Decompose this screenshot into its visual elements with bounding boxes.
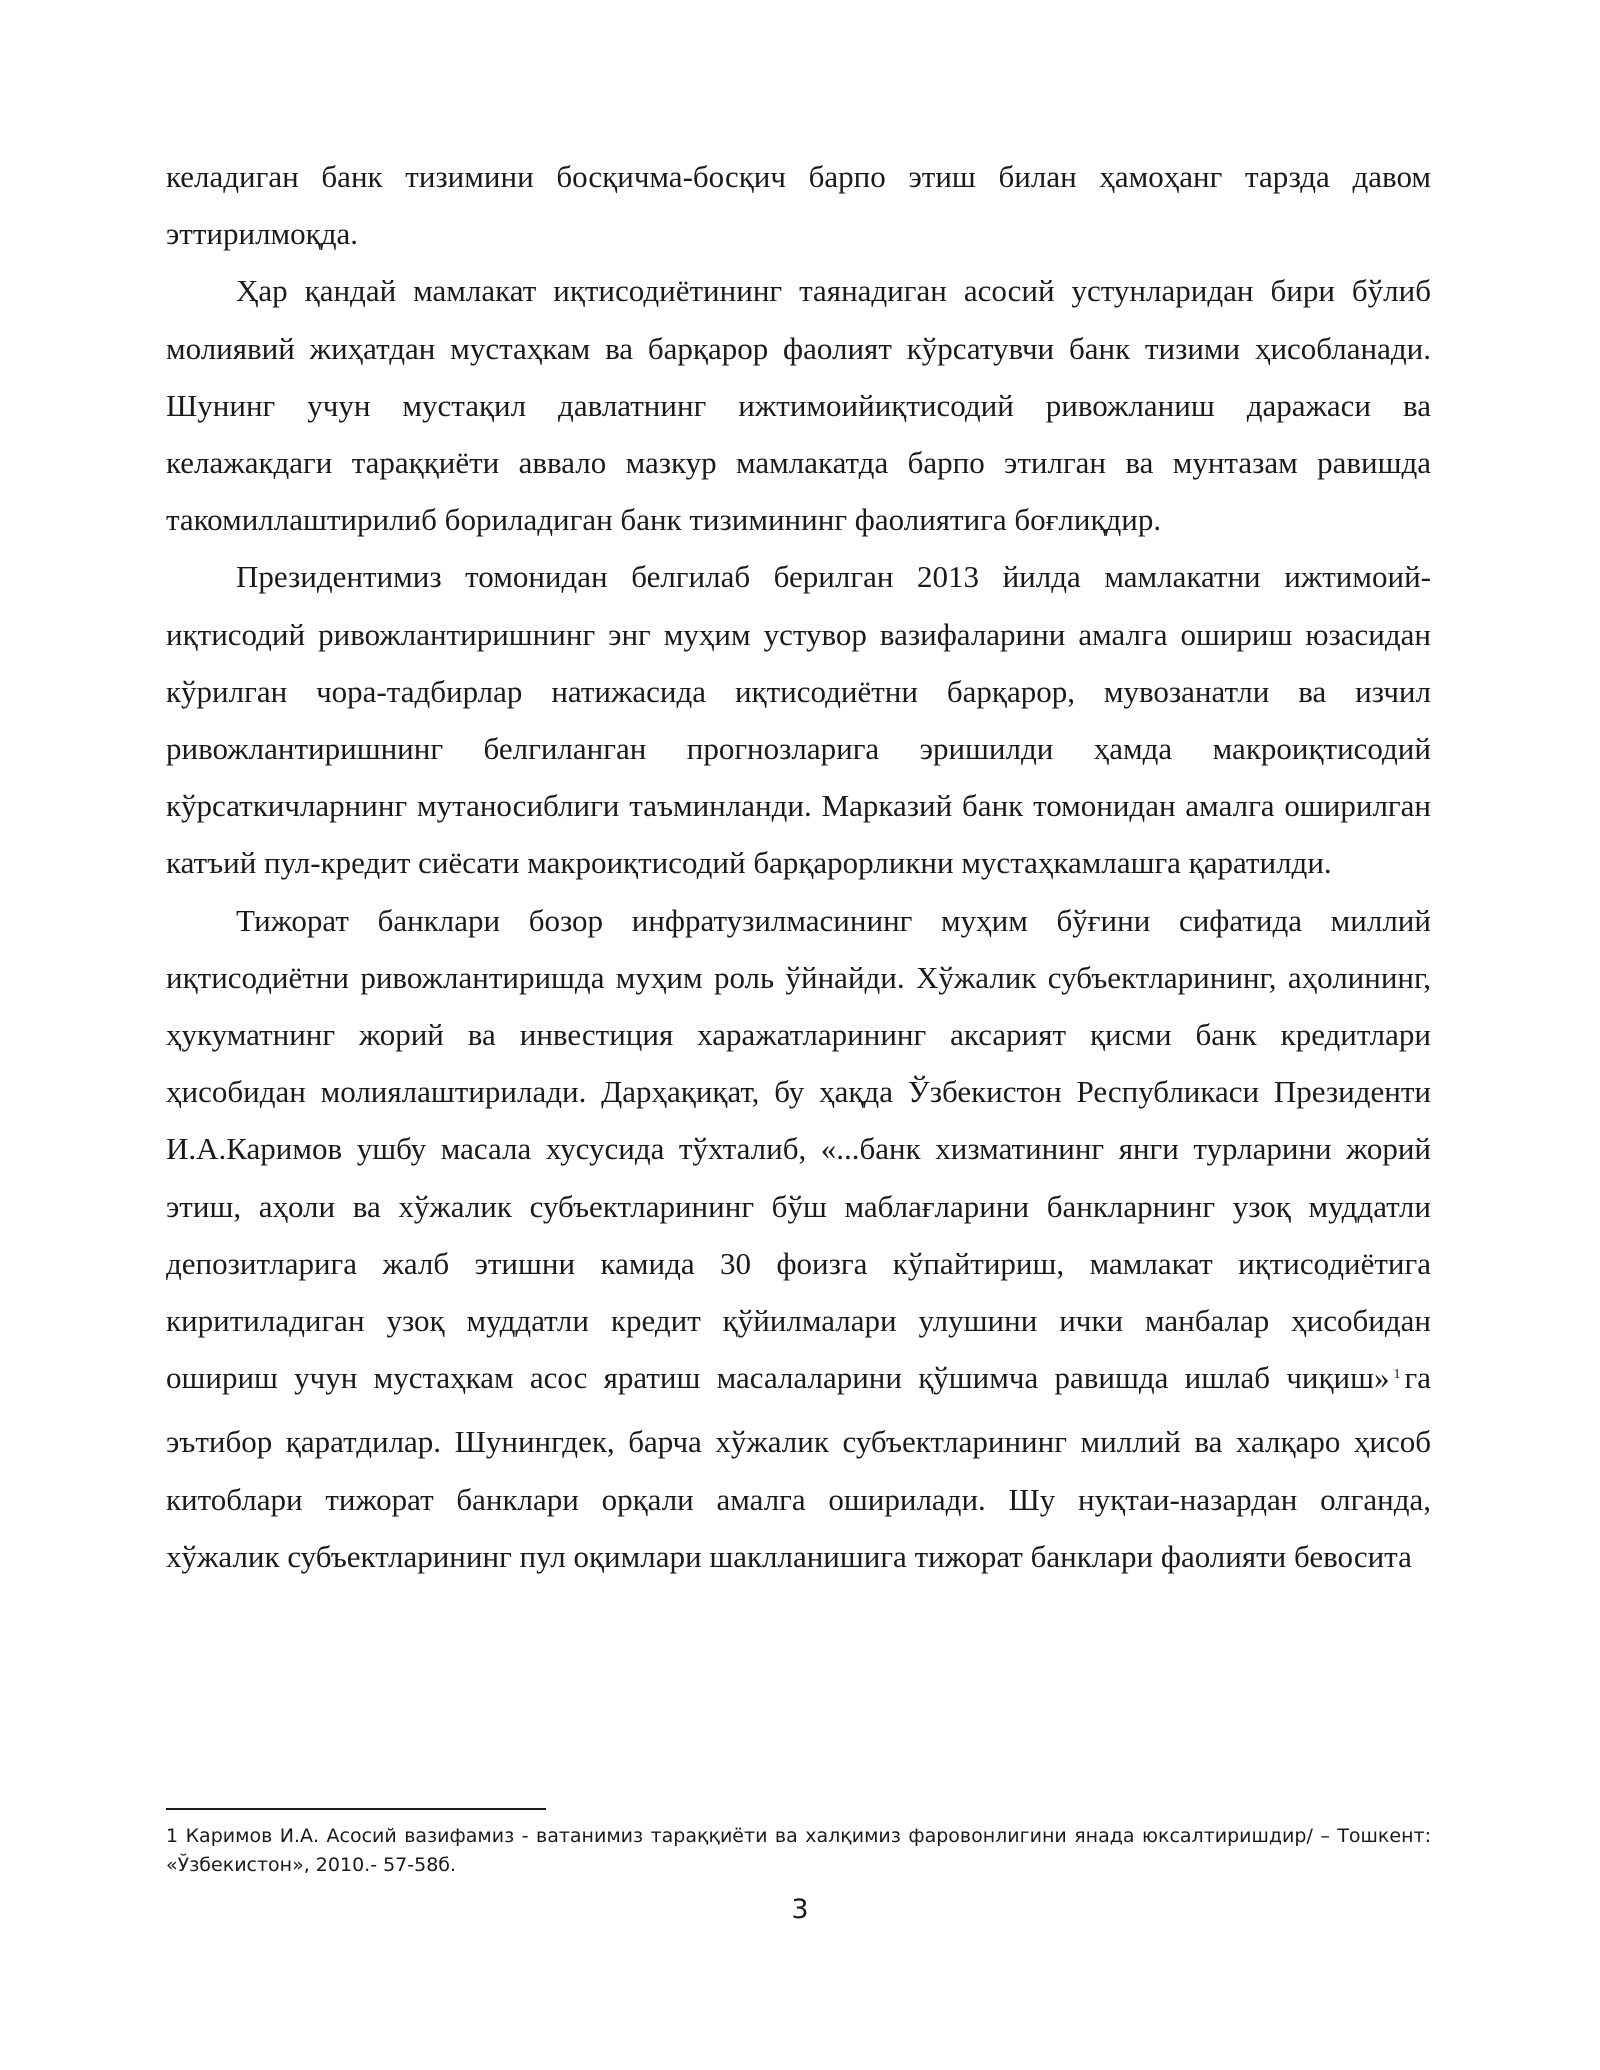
footnote-reference-marker[interactable]: 1	[1393, 1367, 1401, 1383]
footnote-separator	[166, 1808, 546, 1810]
paragraph-continuation: келадиган банк тизимини босқичма-босқич барпо этиш билан ҳамоҳанг тарзда давом эттирилмоқда.	[166, 159, 1431, 252]
footnote: 1 Каримов И.А. Асосий вазифамиз - ватанимиз тараққиёти ва халқимиз фаровонлигини янада юксалтиришдир/ – Тошкент: «Ўзбекистон», 2010.- 57-58б.	[166, 1825, 1431, 1876]
page-number: 3	[791, 1894, 809, 1925]
paragraph-2013-results: Президентимиз томонидан белгилаб берилган 2013 йилда мамлакатни ижтимоий-иқтисодий ривожлантиришнинг энг муҳим устувор вазифаларини амалга ошириш юзасидан кўрилган чора-тадбирлар натижасида иқтисодиётни барқарор, мувозанатли ва изчил ривожлантиришнинг белгиланган прогнозларига эришилди ҳамда макроиқтисодий кўрсаткичларнинг мутаносиблиги таъминланди. Марказий банк томонидан амалга оширилган катъий пул-кредит сиёсати макроиқтисодий барқарорликни мустаҳкамлашга қаратилди.	[166, 559, 1431, 881]
paragraph-banking-system: Ҳар қандай мамлакат иқтисодиётининг таянадиган асосий устунларидан бири бўлиб молиявий жиҳатдан мустаҳкам ва барқарор фаолият кўрсатувчи банк тизими ҳисобланади. Шунинг учун мустақил давлатнинг ижтимоийиқтисодий ривожланиш даражаси ва келажакдаги тараққиёти аввало мазкур мамлакатда барпо этилган ва мунтазам равишда такомиллаштирилиб бориладиган банк тизимининг фаолиятига боғлиқдир.	[166, 273, 1431, 538]
page-body	[166, 148, 1431, 1585]
paragraph-commercial-banks-part2: га эътибор қаратдилар. Шунингдек, барча хўжалик субъектларининг миллий ва халқаро ҳисоб китоблари тижорат банклари орқали амалга оширилади. Шу нуқтаи-назардан олганда, хўжалик субъектларининг пул оқимлари шаклланишига тижорат банклари фаолияти бевосита	[166, 1360, 1431, 1574]
paragraph-commercial-banks	[166, 892, 1431, 1585]
paragraph-commercial-banks-part1: Тижорат банклари бозор инфратузилмасининг муҳим бўғини сифатида миллий иқтисодиётни ривожлантиришда муҳим роль ўйнайди. Хўжалик субъектларининг, аҳолининг, ҳукуматнинг жорий ва инвестиция харажатларининг аксарият қисми банк кредитлари ҳисобидан молиялаштирилади. Дарҳақиқат, бу ҳақда Ўзбекистон Республикаси Президенти И.А.Каримов ушбу масала хусусида тўхталиб, «...банк хизматининг янги турларини жорий этиш, аҳоли ва хўжалик субъектларининг бўш маблағларини банкларнинг узоқ муддатли депозитларига жалб этишни камида 30 фоизга кўпайтириш, мамлакат иқтисодиётига киритиладиган узоқ муддатли кредит қўйилмалари улушини ички манбалар ҳисобидан ошириш учун мустаҳкам асос яратиш масалаларини қўшимча равишда ишлаб чиқиш»	[166, 902, 1431, 1396]
